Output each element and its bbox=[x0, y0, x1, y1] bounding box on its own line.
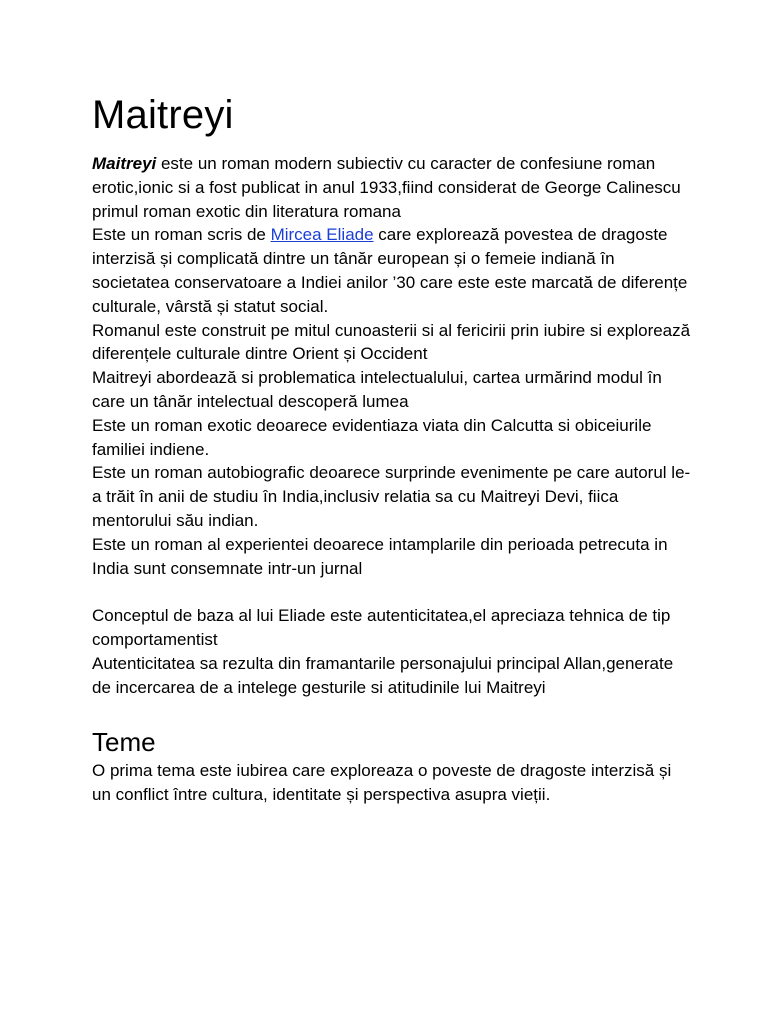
section-heading-teme: Teme bbox=[92, 727, 156, 758]
autobiographic-paragraph: Este un roman autobiografic deoarece surprinde evenimente pe care autorul le-a trăit în anii de studiu în India,inclusiv relatia sa cu Maitreyi Devi, fiica mentorului său indian. bbox=[92, 463, 691, 530]
theme-paragraph: O prima tema este iubirea care exploreaza o poveste de dragoste interzisă și un conflict între cultura, identitate și perspectiva asupra vieții. bbox=[92, 761, 672, 805]
experience-paragraph: Este un roman al experientei deoarece intamplarile din perioada petrecuta in India sunt consemnate intr-un jurnal bbox=[92, 534, 668, 578]
author-text-before: Este un roman scris de bbox=[92, 225, 271, 245]
intro-bold-word: Maitreyi bbox=[92, 154, 157, 173]
intellectual-paragraph: Maitreyi abordează si problematica intelectualului, cartea urmărind modul în care un tânăr intelectual descoperă lumea bbox=[92, 368, 662, 411]
intro-paragraph bbox=[92, 152, 692, 223]
document-page bbox=[92, 88, 692, 807]
myth-paragraph: Romanul este construit pe mitul cunoasterii si al fericirii prin iubire si explorează diferențele culturale dintre Orient și Occident bbox=[92, 320, 691, 364]
author-text-after: care explorează povestea de dragoste interzisă și complicată dintre un tânăr european și o femeie indiană în societatea conservatoare a Indiei anilor ’30 care este este marcată de diferențe culturale, vârstă și statut social. bbox=[92, 225, 688, 316]
blank-line bbox=[92, 580, 692, 604]
document-title: Maitreyi bbox=[92, 93, 234, 137]
authenticity-paragraph: Autenticitatea sa rezulta din framantarile personajului principal Allan,generate de incercarea de a intelege gesturile si atitudinile lui Maitreyi bbox=[92, 653, 674, 697]
exotic-paragraph: Este un roman exotic deoarece evidentiaza viata din Calcutta si obiceiurile familiei indiene. bbox=[92, 415, 652, 459]
author-paragraph bbox=[92, 223, 692, 318]
concept-paragraph: Conceptul de baza al lui Eliade este autenticitatea,el apreciaza tehnica de tip comportamentist bbox=[92, 606, 671, 649]
author-link[interactable]: Mircea Eliade bbox=[270, 225, 374, 245]
intro-text: este un roman modern subiectiv cu caracter de confesiune roman erotic,ionic si a fost publicat in anul 1933,fiind considerat de George Calinescu primul roman exotic din literatura romana bbox=[92, 154, 681, 221]
